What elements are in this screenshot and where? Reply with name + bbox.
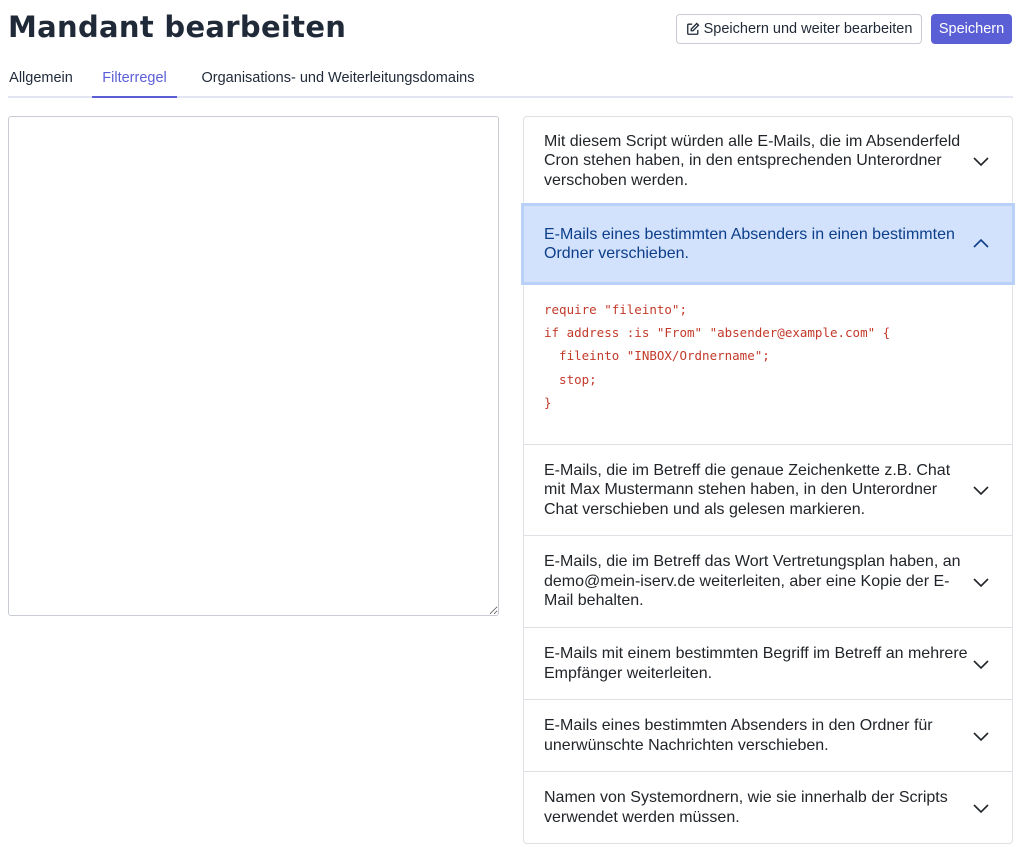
edit-icon [686,22,700,36]
accordion-header[interactable] [524,536,1012,627]
tab-domains[interactable]: Organisations- und Weiterleitungsdomains [201,70,475,86]
accordion-item-title: E-Mails mit einem bestimmten Begriff im Betreff an mehrere Empfänger weiterleiten. [544,645,968,682]
accordion-item [524,772,1012,843]
accordion-item-title: E-Mails, die im Betreff das Wort Vertretungsplan haben, an demo@mein-iserv.de weiterleiten, aber eine Kopie der E-Mail behalten. [544,553,961,610]
accordion-item [524,206,1012,445]
chevron-down-icon [972,152,990,170]
accordion-item-title: Namen von Systemordnern, wie sie innerhalb der Scripts verwendet werden müssen. [544,789,948,826]
accordion-header[interactable] [524,700,1012,771]
tab-bar [8,60,1013,98]
save-and-continue-button[interactable] [676,14,922,44]
tab-allgemein[interactable]: Allgemein [9,70,73,86]
accordion-item [524,445,1012,536]
chevron-down-icon [972,727,990,745]
accordion-item-title: Mit diesem Script würden alle E-Mails, die im Absenderfeld Cron stehen haben, in den entsprechenden Unterordner verschoben werden. [544,132,961,189]
chevron-down-icon [972,655,990,673]
chevron-up-icon [972,235,990,253]
accordion-item-title: E-Mails eines bestimmten Absenders in einen bestimmten Ordner verschieben. [544,225,955,262]
chevron-down-icon [972,481,990,499]
filter-script-editor[interactable] [8,116,499,616]
accordion-body [524,282,1012,444]
accordion-header[interactable] [524,206,1012,282]
accordion-item [524,628,1012,700]
sieve-code-example: require "fileinto"; if address :is "From" "absender@example.com" { fileinto "INBOX/Ordnername"; stop; } [544,302,891,410]
chevron-down-icon [972,799,990,817]
filter-examples-accordion [523,116,1013,844]
chevron-down-icon [972,573,990,591]
accordion-item-title: E-Mails eines bestimmten Absenders in den Ordner für unerwünschte Nachrichten verschieben. [544,717,933,754]
accordion-item [524,536,1012,628]
tab-filterregel[interactable]: Filterregel [92,60,177,98]
accordion-item [524,117,1012,206]
page-title: Mandant bearbeiten [8,10,347,44]
accordion-header[interactable] [524,628,1012,699]
accordion-item [524,700,1012,772]
save-button[interactable]: Speichern [931,14,1012,44]
accordion-header[interactable] [524,772,1012,843]
accordion-header[interactable] [524,117,1012,205]
save-and-continue-label: Speichern und weiter bearbeiten [703,21,913,37]
accordion-header[interactable] [524,445,1012,535]
accordion-item-title: E-Mails, die im Betreff die genaue Zeichenkette z.B. Chat mit Max Mustermann stehen haben, in den Unterordner Chat verschieben und als gelesen markieren. [544,461,951,518]
